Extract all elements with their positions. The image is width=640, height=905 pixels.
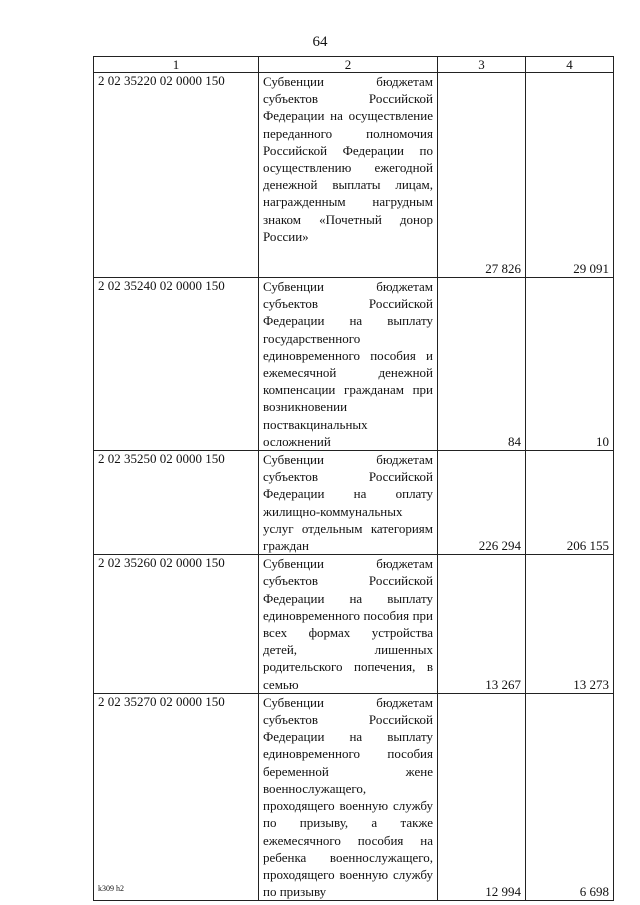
document-code: k309 h2	[98, 884, 124, 893]
value-col3: 12 994	[438, 693, 526, 900]
page-number: 64	[312, 34, 328, 50]
value-col4: 29 091	[526, 73, 614, 278]
value-col4: 10	[526, 278, 614, 451]
table-row	[94, 73, 614, 278]
description-cell: Субвенции бюджетам субъектов Российской Федерации на выплату государственного единовременного пособия и ежемесячной денежной компенсации гражданам при возникновении поствакцинальных осложнений	[259, 278, 438, 451]
table-row	[94, 278, 614, 451]
description-cell: Субвенции бюджетам субъектов Российской Федерации на оплату жилищно-коммунальных услуг отдельным категориям граждан	[259, 451, 438, 555]
column-header-1: 1	[94, 57, 259, 73]
table-row	[94, 693, 614, 900]
budget-code: 2 02 35220 02 0000 150	[94, 73, 259, 278]
value-col3: 27 826	[438, 73, 526, 278]
budget-code: 2 02 35260 02 0000 150	[94, 555, 259, 694]
value-col3: 84	[438, 278, 526, 451]
description-cell: Субвенции бюджетам субъектов Российской Федерации на осуществление переданного полномочия Российской Федерации по осуществлению ежегодной денежной выплаты лицам, награжденным нагрудным знаком «Почетный донор России»	[259, 73, 438, 278]
value-col4: 13 273	[526, 555, 614, 694]
table-row	[94, 451, 614, 555]
value-col3: 13 267	[438, 555, 526, 694]
budget-code: 2 02 35250 02 0000 150	[94, 451, 259, 555]
column-header-2: 2	[259, 57, 438, 73]
description-cell: Субвенции бюджетам субъектов Российской Федерации на выплату единовременного пособия при всех формах устройства детей, лишенных родительского попечения, в семью	[259, 555, 438, 694]
column-header-4: 4	[526, 57, 614, 73]
budget-table	[93, 56, 614, 901]
description-cell: Субвенции бюджетам субъектов Российской Федерации на выплату единовременного пособия беременной жене военнослужащего, проходящего военную службу по призыву, а также ежемесячного пособия на ребенка военнослужащего, проходящего военную службу по призыву	[259, 693, 438, 900]
value-col4: 206 155	[526, 451, 614, 555]
value-col4: 6 698	[526, 693, 614, 900]
table-row	[94, 555, 614, 694]
column-header-3: 3	[438, 57, 526, 73]
value-col3: 226 294	[438, 451, 526, 555]
budget-code: 2 02 35270 02 0000 150	[94, 693, 259, 900]
table-header-row	[94, 57, 614, 73]
budget-code: 2 02 35240 02 0000 150	[94, 278, 259, 451]
